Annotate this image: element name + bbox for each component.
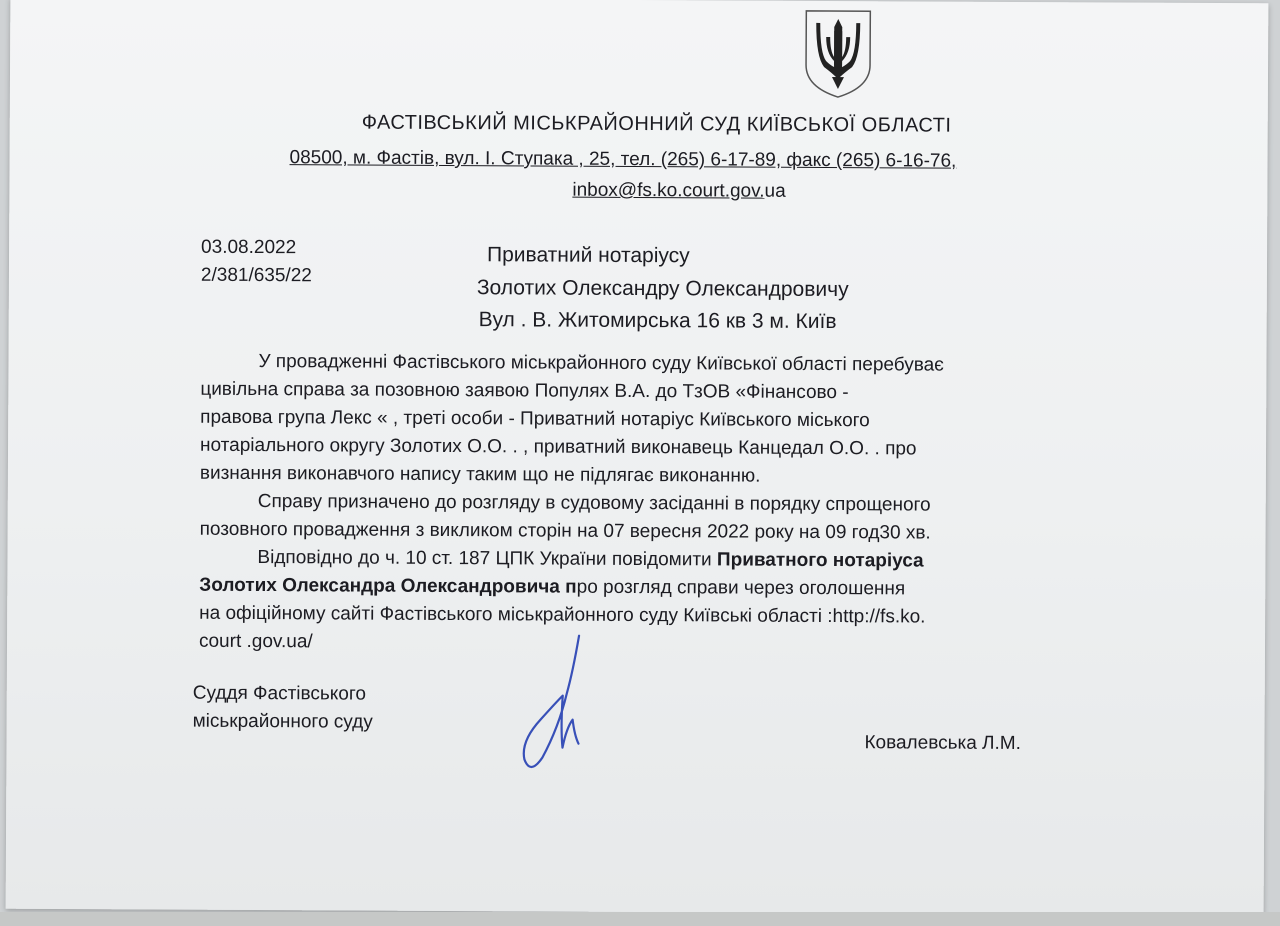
body-bold-text: Приватного нотаріуса	[716, 549, 924, 572]
judge-title: міськрайонного суду	[192, 710, 373, 733]
court-email	[572, 180, 785, 203]
email-link[interactable]: inbox@fs.ko.court.gov.	[572, 179, 765, 202]
case-number: 2/381/635/22	[200, 264, 312, 287]
judge-title: Суддя Фастівського	[192, 682, 367, 705]
court-address: 08500, м. Фастів, вул. І. Ступака , 25, тел. (265) 6-17-89, факс (265) 6-16-76,	[289, 147, 957, 172]
recipient-name: Золотих Олександру Олександровичу	[476, 276, 849, 302]
letter-date: 03.08.2022	[201, 236, 297, 259]
body-line: нотаріального округу Золотих О.О. . , приватний виконавець Канцедал О.О. . про	[199, 434, 917, 460]
email-tail: ua	[764, 180, 786, 202]
body-line: Справу призначено до розгляду в судовому засіданні в порядку спрощеного	[257, 491, 931, 516]
body-text: ро розгляд справи через оголошення	[576, 576, 906, 600]
document-page	[6, 0, 1269, 915]
body-line: цивільна справа за позовною заявою Популях В.А. до ТзОВ «Фінансово -	[200, 378, 849, 404]
body-line: позовного провадження з викликом сторін на 07 вересня 2022 року на 09 год30 хв.	[199, 518, 931, 544]
body-bold-text: Золотих Олександра Олександровича п	[199, 574, 577, 598]
recipient-title: Приватний нотаріусу	[486, 243, 690, 268]
body-line: court .gov.ua/	[198, 630, 313, 653]
body-line: визнання виконавчого напису таким що не підлягає виконанню.	[199, 462, 761, 487]
body-line	[257, 544, 923, 575]
body-line: правова група Лекс « , треті особи - Приватний нотаріус Київського міського	[200, 406, 870, 432]
recipient-address: Вул . В. Житомирська 16 кв 3 м. Київ	[478, 308, 837, 334]
desk-surface	[0, 912, 1280, 926]
judge-name: Ковалевська Л.М.	[864, 732, 1022, 755]
handwritten-signature-icon	[516, 631, 597, 773]
body-line: на офіційному сайті Фастівського міськрайонного суду Київські області :http://fs.ko.	[199, 602, 926, 628]
ukraine-trident-icon	[802, 7, 874, 101]
body-text: Відповідно до ч. 10 ст. 187 ЦПК України повідомити	[257, 547, 718, 571]
body-line	[199, 572, 905, 604]
court-name: ФАСТІВСЬКИЙ МІСЬКРАЙОННИЙ СУД КИЇВСЬКОЇ ОБЛАСТІ	[361, 111, 952, 137]
body-line: У провадженні Фастівського міськрайонного суду Київської області перебуває	[258, 351, 944, 376]
